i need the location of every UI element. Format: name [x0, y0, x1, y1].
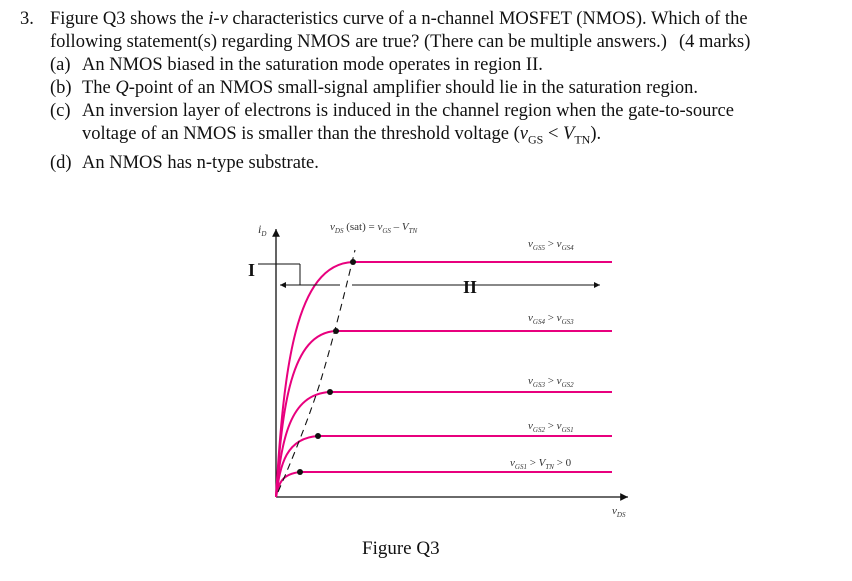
knee-dot-vgs1 — [297, 469, 303, 475]
option-c-text: An inversion layer of electrons is induced in the channel region when the gate-to-source — [82, 101, 734, 121]
option-c-cont-b: ). — [590, 124, 602, 144]
knee-dot-vgs3 — [327, 389, 333, 395]
stem-text-line2: following statement(s) regarding NMOS are true? (There can be multiple answers.) — [50, 32, 667, 52]
marks-label: (4 marks) — [678, 32, 751, 52]
option-c-vtn-sub: TN — [574, 132, 591, 147]
curve-label-1: $v_{GS1} > V_{TN} > 0$ — [510, 457, 572, 471]
option-b-q: Q — [115, 78, 129, 98]
sat-boundary-label: $v_{DS}$ $(sat) = v_{GS} - V_{TN}$ — [330, 221, 418, 235]
option-a-label: (a) — [50, 55, 71, 75]
curve-label-3: $v_{GS3} > v_{GS2}$ — [528, 375, 574, 389]
option-a-text: An NMOS biased in the saturation mode operates in region II. — [82, 55, 543, 75]
curve-label-2: $v_{GS2} > v_{GS1}$ — [528, 420, 574, 434]
option-c-vtn: V — [563, 124, 575, 144]
stem-iv: i-v — [208, 9, 228, 29]
curve-label-4: $v_{GS4} > v_{GS3}$ — [528, 312, 574, 326]
option-d-label: (d) — [50, 152, 72, 173]
iv-curve-vgs3 — [276, 392, 612, 497]
option-b-label: (b) — [50, 78, 72, 98]
iv-curve-vgs1 — [276, 472, 612, 497]
stem-text-a: Figure Q3 shows the — [50, 9, 209, 29]
option-d-text: An NMOS has n-type substrate. — [82, 152, 319, 173]
region-ii-label: II — [463, 277, 478, 297]
option-b-text-a: The — [82, 78, 116, 98]
stem-text-b: characteristics curve of a n-channel MOSFET (NMOS). Which of the — [227, 9, 748, 29]
y-axis-label: $i_D$ — [258, 222, 267, 238]
option-c-cont-a: voltage of an NMOS is smaller than the threshold voltage ( — [82, 124, 520, 144]
x-axis-label: $v_{DS}$ — [612, 505, 626, 519]
saturation-boundary-dashed — [278, 250, 355, 492]
option-b-text-b: -point of an NMOS small-signal amplifier should lie in the saturation region. — [128, 78, 699, 98]
question-number: 3. — [20, 9, 34, 29]
knee-dot-vgs2 — [315, 433, 321, 439]
option-c-vgs: v — [519, 124, 528, 144]
figure-caption: Figure Q3 — [362, 538, 440, 559]
option-c-lt: < — [543, 124, 563, 144]
curve-label-5: $v_{GS5} > v_{GS4}$ — [528, 238, 574, 252]
option-c-vgs-sub: GS — [527, 132, 544, 147]
region-i-label: I — [248, 260, 256, 280]
option-c-label: (c) — [50, 101, 71, 121]
